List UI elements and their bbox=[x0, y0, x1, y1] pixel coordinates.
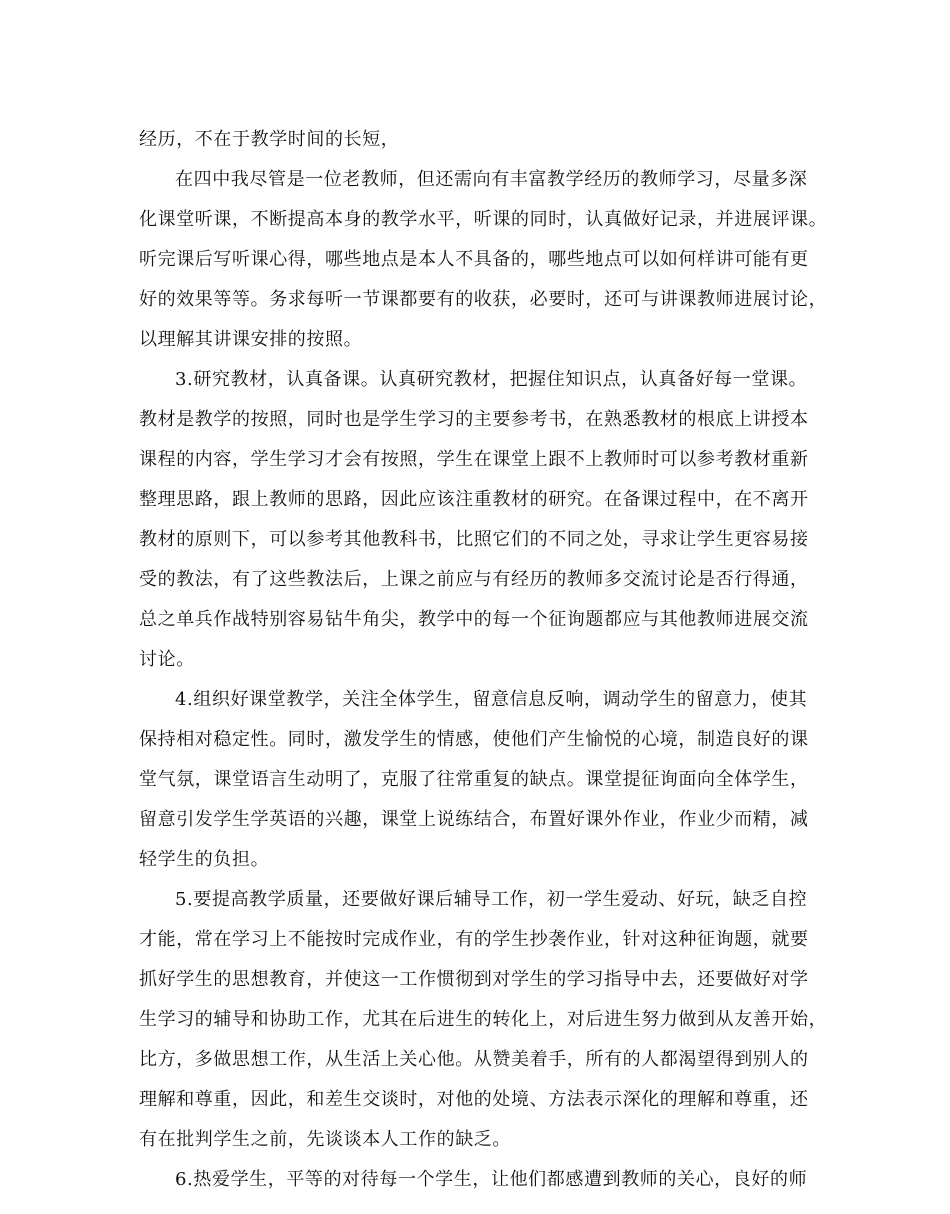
text-line: 以理解其讲课安排的按照。 bbox=[139, 329, 363, 350]
text-line: 讨论。 bbox=[139, 649, 195, 670]
text-line: 留意引发学生学英语的兴趣，课堂上说练结合，布置好课外作业，作业少而精，减 bbox=[139, 809, 809, 830]
section-3-heading-line: 3.研究教材，认真备课。认真研究教材，把握住知识点，认真备好每一堂课。 bbox=[175, 369, 808, 390]
text-line: 抓好学生的思想教育，并使这一工作惯彻到对学生的学习指导中去，还要做好对学 bbox=[139, 969, 809, 990]
text-line: 有在批判学生之前，先谈谈本人工作的缺乏。 bbox=[139, 1129, 511, 1150]
text-line: 好的效果等等。务求每听一节课都要有的收获，必要时，还可与讲课教师进展讨论， bbox=[139, 289, 828, 310]
text-line: 保持相对稳定性。同时，激发学生的情感，使他们产生愉悦的心境，制造良好的课 bbox=[139, 729, 809, 750]
text-line: 课程的内容，学生学习才会有按照，学生在课堂上跟不上教师时可以参考教材重新 bbox=[139, 449, 809, 470]
text-line: 受的教法，有了这些教法后，上课之前应与有经历的教师多交流讨论是否行得通， bbox=[139, 569, 809, 590]
text-line: 堂气氛，课堂语言生动明了，克服了往常重复的缺点。课堂提征询面向全体学生， bbox=[139, 769, 809, 790]
text-line: 经历，不在于教学时间的长短， bbox=[139, 129, 400, 150]
text-line: 比方，多做思想工作，从生活上关心他。从赞美着手，所有的人都渴望得到别人的 bbox=[139, 1049, 809, 1070]
text-line: 才能，常在学习上不能按时完成作业，有的学生抄袭作业，针对这种征询题，就要 bbox=[139, 929, 809, 950]
paragraph-start-line: 在四中我尽管是一位老教师，但还需向有丰富教学经历的教师学习，尽量多深 bbox=[175, 169, 808, 190]
section-6-heading-line: 6.热爱学生，平等的对待每一个学生，让他们都感遭到教师的关心，良好的师 bbox=[175, 1169, 808, 1190]
text-line: 理解和尊重，因此，和差生交谈时，对他的处境、方法表示深化的理解和尊重，还 bbox=[139, 1089, 809, 1110]
text-line: 整理思路，跟上教师的思路，因此应该注重教材的研究。在备课过程中，在不离开 bbox=[139, 489, 809, 510]
text-line: 听完课后写听课心得，哪些地点是本人不具备的，哪些地点可以如何样讲可能有更 bbox=[139, 249, 809, 270]
text-line: 化课堂听课，不断提高本身的教学水平，听课的同时，认真做好记录，并进展评课。 bbox=[139, 209, 828, 230]
text-line: 总之单兵作战特别容易钻牛角尖，教学中的每一个征询题都应与其他教师进展交流 bbox=[139, 609, 809, 630]
section-5-heading-line: 5.要提高教学质量，还要做好课后辅导工作，初一学生爱动、好玩，缺乏自控 bbox=[175, 889, 808, 910]
text-line: 教材是教学的按照，同时也是学生学习的主要参考书，在熟悉教材的根底上讲授本 bbox=[139, 409, 809, 430]
section-4-heading-line: 4.组织好课堂教学，关注全体学生，留意信息反响，调动学生的留意力，使其 bbox=[175, 689, 808, 710]
text-line: 生学习的辅导和协助工作，尤其在后进生的转化上，对后进生努力做到从友善开始， bbox=[139, 1009, 828, 1030]
text-line: 教材的原则下，可以参考其他教科书，比照它们的不同之处，寻求让学生更容易接 bbox=[139, 529, 809, 550]
text-line: 轻学生的负担。 bbox=[139, 849, 270, 870]
